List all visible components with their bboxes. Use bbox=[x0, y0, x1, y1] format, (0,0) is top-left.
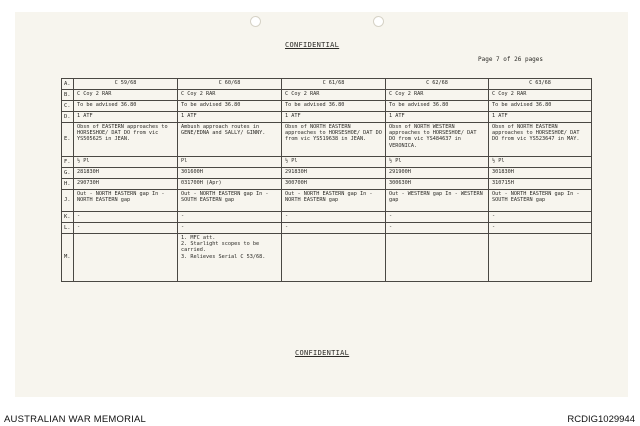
table-row bbox=[62, 168, 592, 179]
table-cell: To be advised 36.80 bbox=[74, 101, 178, 112]
table-cell: - bbox=[489, 212, 592, 223]
table-cell: Out - NORTH EASTERN gap In - SOUTH EASTERN gap bbox=[178, 190, 282, 212]
table-cell: Out - NORTH EASTERN gap In - NORTH EASTERN gap bbox=[282, 190, 386, 212]
table-cell: 1 ATF bbox=[74, 112, 178, 123]
row-label: G. bbox=[62, 168, 74, 179]
page-info: Page 7 of 26 pages bbox=[478, 56, 544, 63]
punch-hole bbox=[250, 16, 261, 27]
table-cell: 1 ATF bbox=[386, 112, 489, 123]
table-cell: Out - NORTH EASTERN gap In - SOUTH EASTERN gap bbox=[489, 190, 592, 212]
table-cell: Out - NORTH EASTERN gap In - NORTH EASTERN gap bbox=[74, 190, 178, 212]
table-cell: C Coy 2 RAR bbox=[386, 90, 489, 101]
table-cell: Pl bbox=[178, 157, 282, 168]
table-cell: C 62/68 bbox=[386, 79, 489, 90]
table-cell: ½ Pl bbox=[489, 157, 592, 168]
table-row bbox=[62, 212, 592, 223]
table-cell bbox=[74, 234, 178, 282]
table-cell: Obsn of NORTH EASTERN approaches to HORSESHOE/ DAT DO from vic YS523647 in MAY. bbox=[489, 123, 592, 157]
table-cell: 300700H bbox=[282, 179, 386, 190]
table-cell: C 59/68 bbox=[74, 79, 178, 90]
table-cell bbox=[282, 234, 386, 282]
archive-name: AUSTRALIAN WAR MEMORIAL bbox=[4, 414, 147, 425]
table-cell: 281830H bbox=[74, 168, 178, 179]
table-cell: Ambush approach routes in GENE/EDNA and SALLY/ GINNY. bbox=[178, 123, 282, 157]
table-cell: 310715H bbox=[489, 179, 592, 190]
table-cell bbox=[489, 234, 592, 282]
table-cell: 1 ATF bbox=[489, 112, 592, 123]
row-label: H. bbox=[62, 179, 74, 190]
table-row bbox=[62, 79, 592, 90]
table-cell: C Coy 2 RAR bbox=[282, 90, 386, 101]
row-label: C. bbox=[62, 101, 74, 112]
table-cell: ½ Pl bbox=[282, 157, 386, 168]
table-cell: - bbox=[489, 223, 592, 234]
table-cell bbox=[386, 234, 489, 282]
table-row bbox=[62, 112, 592, 123]
table-cell: C Coy 2 RAR bbox=[178, 90, 282, 101]
punch-hole bbox=[373, 16, 384, 27]
row-label: D. bbox=[62, 112, 74, 123]
table-cell: To be advised 36.80 bbox=[386, 101, 489, 112]
table-cell: To be advised 36.80 bbox=[178, 101, 282, 112]
table-row bbox=[62, 101, 592, 112]
archive-id: RCDIG1029944 bbox=[567, 414, 635, 425]
table-cell: ½ Pl bbox=[74, 157, 178, 168]
table-row bbox=[62, 234, 592, 282]
row-label: A. bbox=[62, 79, 74, 90]
table-cell: 301830H bbox=[489, 168, 592, 179]
row-label: J. bbox=[62, 190, 74, 212]
table-row bbox=[62, 90, 592, 101]
table-cell: C 61/68 bbox=[282, 79, 386, 90]
table-cell: 1 ATF bbox=[282, 112, 386, 123]
row-label: L. bbox=[62, 223, 74, 234]
row-label: B. bbox=[62, 90, 74, 101]
row-label: K. bbox=[62, 212, 74, 223]
archive-footer bbox=[0, 405, 640, 426]
table-cell: 300630H bbox=[386, 179, 489, 190]
table-cell: Obsn of NORTH WESTERN approaches to HORSESHOE/ DAT DO from vic YS484637 in VERONICA. bbox=[386, 123, 489, 157]
classification-footer: CONFIDENTIAL bbox=[295, 349, 350, 357]
table-cell: 301600H bbox=[178, 168, 282, 179]
table-row bbox=[62, 179, 592, 190]
table-cell: C Coy 2 RAR bbox=[74, 90, 178, 101]
table-cell: 291900H bbox=[386, 168, 489, 179]
table-cell: C 60/68 bbox=[178, 79, 282, 90]
table-cell: - bbox=[386, 223, 489, 234]
table-cell: Obsn of EASTERN approaches to HORSESHOE/ DAT DO from vic YS505625 in JEAN. bbox=[74, 123, 178, 157]
row-label: M. bbox=[62, 234, 74, 282]
table-row bbox=[62, 157, 592, 168]
table-cell: 1 ATF bbox=[178, 112, 282, 123]
table-body bbox=[62, 79, 592, 282]
table-row bbox=[62, 190, 592, 212]
table-cell: To be advised 36.80 bbox=[282, 101, 386, 112]
table-cell: To be advised 36.80 bbox=[489, 101, 592, 112]
table-cell: ½ Pl bbox=[386, 157, 489, 168]
table-cell: - bbox=[178, 212, 282, 223]
row-label: E. bbox=[62, 123, 74, 157]
row-label: F. bbox=[62, 157, 74, 168]
operations-table bbox=[61, 78, 592, 282]
table-cell: 290730H bbox=[74, 179, 178, 190]
table-cell: - bbox=[178, 223, 282, 234]
table-cell: C 63/68 bbox=[489, 79, 592, 90]
table-cell: - bbox=[282, 212, 386, 223]
table-cell: 291830H bbox=[282, 168, 386, 179]
classification-header: CONFIDENTIAL bbox=[285, 41, 340, 49]
table-cell: - bbox=[386, 212, 489, 223]
table-cell: 1. MFC att. 2. Starlight scopes to be carried. 3. Relieves Serial C 53/68. bbox=[178, 234, 282, 282]
table-cell: - bbox=[74, 212, 178, 223]
table-row bbox=[62, 223, 592, 234]
table-cell: Obsn of NORTH EASTERN approaches to HORSESHOE/ DAT DO from vic YS519638 in JEAN. bbox=[282, 123, 386, 157]
table-row bbox=[62, 123, 592, 157]
table-cell: - bbox=[282, 223, 386, 234]
table-cell: C Coy 2 RAR bbox=[489, 90, 592, 101]
table-cell: Out - WESTERN gap In - WESTERN gap bbox=[386, 190, 489, 212]
table-cell: - bbox=[74, 223, 178, 234]
table-cell: 031700H (Apr) bbox=[178, 179, 282, 190]
